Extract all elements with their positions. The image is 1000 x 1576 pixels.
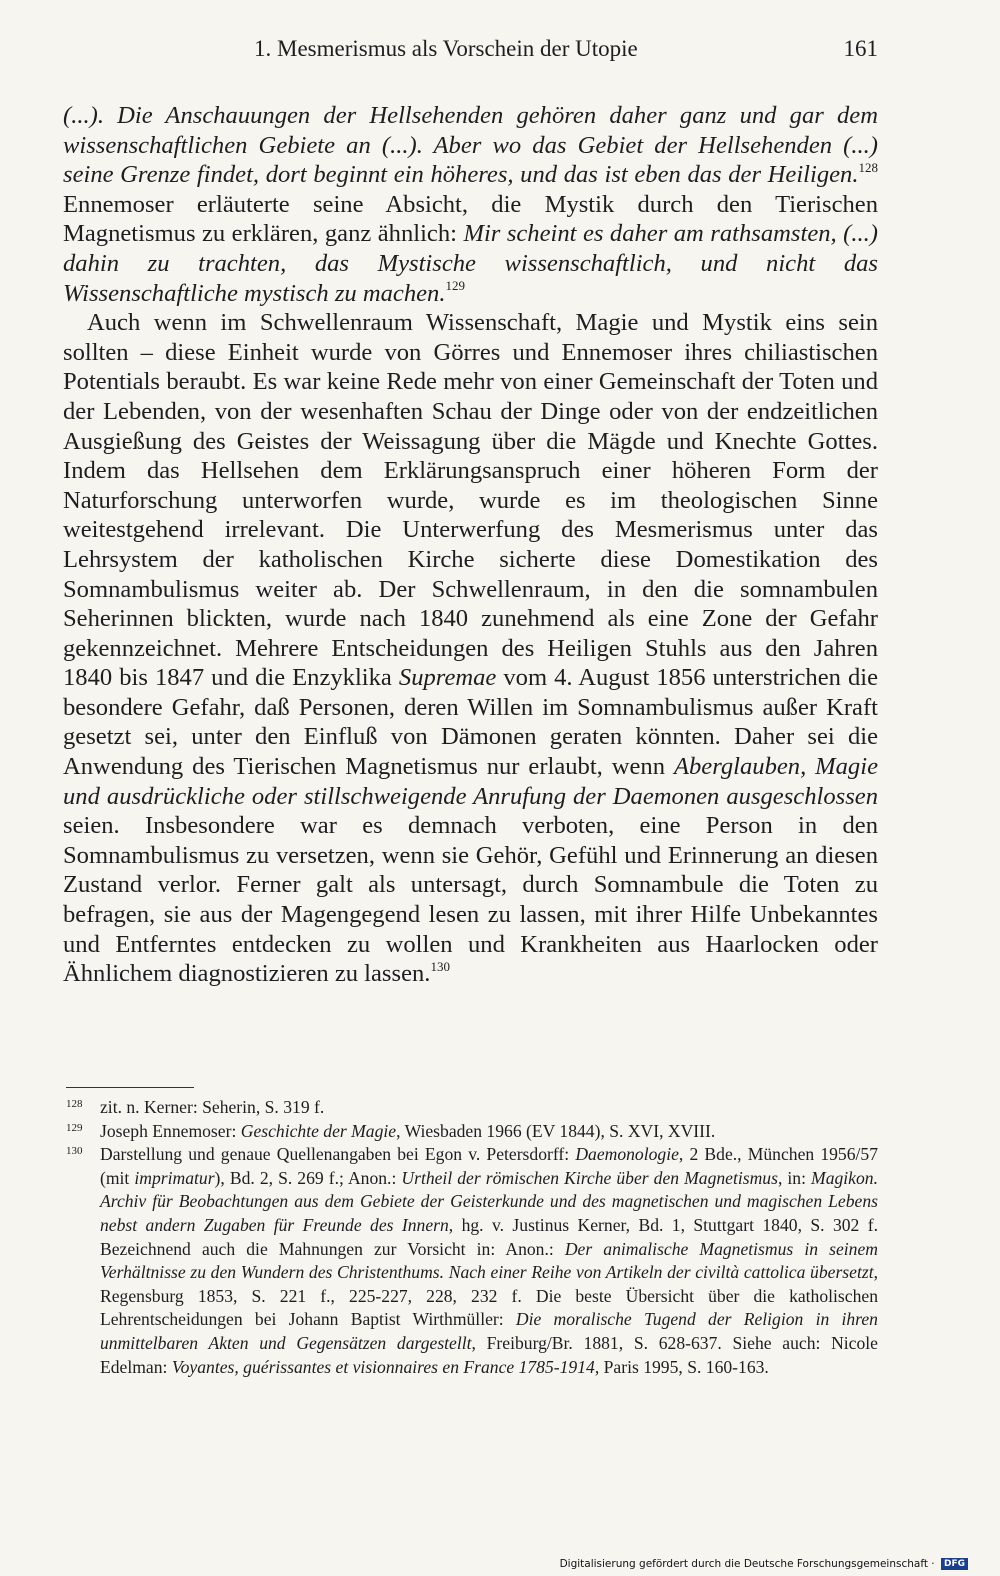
- text-run: , Regensburg 1853, S. 221 f., 225-227, 228, 232 f. Die beste Übersicht über die katholischen Lehrentscheidungen bei Johann Baptist Wirthmüller:: [100, 1262, 878, 1330]
- paragraph: [63, 308, 878, 989]
- text-run: Darstellung und genaue Quellenangaben bei Egon v. Petersdorff:: [100, 1144, 576, 1165]
- italic-text: Daemonologie: [575, 1144, 679, 1165]
- italic-text: Supremae: [398, 664, 497, 692]
- page-number: 161: [843, 36, 878, 61]
- italic-text: Geschichte der Magie: [240, 1120, 397, 1141]
- text-run: , hg. v. Justinus Kerner, Bd. 1, Stuttgart 1840, S. 302 f. Bezeichnend auch die Mahnungen zur Vorsicht in: Anon.:: [100, 1214, 878, 1259]
- footnote-ref: 129: [445, 278, 465, 294]
- dfg-logo: DFG: [941, 1558, 968, 1570]
- footnote-text: [100, 1144, 878, 1376]
- text-run: Auch wenn im Schwellenraum Wissenschaft, Magie und Mystik eins sein sollten – diese Einheit wurde von Görres und Ennemoser ihres chiliastischen Potentials beraubt. Es war keine Rede mehr von einer Gemeinschaft der Toten und der Lebenden, von der wesenhaften Schau der Dinge oder von der endzeitlichen Ausgießung des Geistes der Weissagung über die Mägde und Knechte Gottes. Indem das Hellsehen dem Erklärungsanspruch einer höheren Form der Naturforschung unterworfen wurde, wurde es im theologischen Sinne weitestgehend irrelevant. Die Unterwerfung des Mesmerismus unter das Lehrsystem der katholischen Kirche sicherte diese Domestikation des Somnambulismus weiter ab. Der Schwellenraum, in den die somnambulen Seherinnen blickten, wurde nach 1840 zunehmend als eine Zone der Gefahr gekennzeichnet. Mehrere Entscheidungen des Heiligen Stuhls aus den Jahren 1840 bis 1847 und die Enzyklika: [63, 309, 878, 692]
- footnote-number: 128: [66, 1098, 83, 1110]
- text-run: vom 4. August 1856 unterstrichen die besondere Gefahr, daß Personen, deren Willen im Somnambulismus außer Kraft gesetzt sei, unter den Einfluß von Dämonen geraten könnten. Daher sei die Anwendung des Tierischen Magnetismus nur erlaubt, wenn: [63, 664, 878, 781]
- text-run: seien. Insbesondere war es demnach verboten, eine Person in den Somnambulismus zu versetzen, wenn sie Gehör, Gefühl und Erinnerung an diesen Zustand verlor. Ferner galt als untersagt, durch Somnambule die Toten zu befragen, sie aus der Magengegend lesen zu lassen, mit ihrer Hilfe Unbekanntes und Entferntes entdecken zu wollen und Krankheiten aus Haarlocken oder Ähnlichem diagnostizieren zu lassen.: [63, 812, 878, 988]
- italic-text: Mir scheint es daher am rathsamsten, (...) dahin zu trachten, das Mystische wissenschaftlich, und nicht das Wissenschaftliche mystisch zu machen.: [63, 220, 878, 307]
- digitization-credit: Digitalisierung gefördert durch die Deutsche Forschungsgemeinschaft · DFG: [560, 1558, 968, 1570]
- footnote: [66, 1143, 878, 1379]
- text-run: , 2 Bde., München 1956/57 (mit: [100, 1144, 878, 1188]
- text-run: , in:: [777, 1167, 812, 1188]
- footnote: [66, 1096, 878, 1120]
- footnote-text: [100, 1097, 324, 1117]
- text-run: , Freiburg/Br. 1881, S. 628-637. Siehe auch: Nicole Edelman:: [100, 1332, 878, 1377]
- footnote: [66, 1120, 878, 1144]
- footnote-text: [100, 1121, 715, 1141]
- footnote-number: 130: [66, 1145, 83, 1158]
- text-run: Joseph Ennemoser:: [100, 1120, 241, 1141]
- italic-text: Der animalische Magnetismus in seinem Verhältnisse zu den Wundern des Christenthums. Nach einer Reihe von Artikeln der civiltà cattolica übersetzt: [100, 1238, 878, 1283]
- footnotes: [66, 1096, 878, 1379]
- italic-text: imprimatur: [134, 1167, 215, 1188]
- paragraph: [63, 101, 878, 308]
- footnote-number: 129: [66, 1121, 83, 1134]
- footnote-ref: 130: [430, 959, 450, 975]
- italic-text: Urtheil der römischen Kirche über den Magnetismus: [401, 1167, 778, 1188]
- text-run: zit. n. Kerner: Seherin, S. 319 f.: [100, 1097, 325, 1117]
- running-title: 1. Mesmerismus als Vorschein der Utopie: [254, 36, 638, 61]
- text-run: , Paris 1995, S. 160-163.: [594, 1356, 769, 1377]
- digitization-note: Digitalisierung gefördert durch die Deutsche Forschungsgemeinschaft: [559, 1558, 928, 1570]
- text-run: , Wiesbaden 1966 (EV 1844), S. XVI, XVIII.: [396, 1120, 716, 1141]
- italic-text: Die moralische Tugend der Religion in ihren unmittelbaren Akten und Gegensätzen dargestellt: [100, 1309, 878, 1353]
- text-run: Ennemoser erläuterte seine Absicht, die Mystik durch den Tierischen Magnetismus zu erklären, ganz ähnlich:: [63, 190, 878, 248]
- italic-text: Magikon. Archiv für Beobachtungen aus dem Gebiete der Geisterkunde und des magnetischen und magischen Lebens nebst andern Zugaben für Freunde des Innern: [100, 1167, 878, 1235]
- body-text: [63, 101, 878, 989]
- italic-text: (...). Die Anschauungen der Hellsehenden gehören daher ganz und gar dem wissenschaftlichen Gebiete an (...). Aber wo das Gebiet der Hellsehenden (...) seine Grenze findet, dort beginnt ein höheres, und das ist eben das der Heiligen.: [63, 102, 878, 189]
- italic-text: Voyantes, guérissantes et visionnaires en France 1785-1914: [171, 1356, 595, 1377]
- footnote-ref: 128: [858, 160, 878, 175]
- text-run: ), Bd. 2, S. 269 f.; Anon.:: [214, 1167, 402, 1188]
- footnote-separator: [66, 1087, 194, 1088]
- italic-text: Aberglauben, Magie und ausdrückliche oder stillschweigende Anrufung der Daemonen ausgeschlossen: [63, 753, 878, 810]
